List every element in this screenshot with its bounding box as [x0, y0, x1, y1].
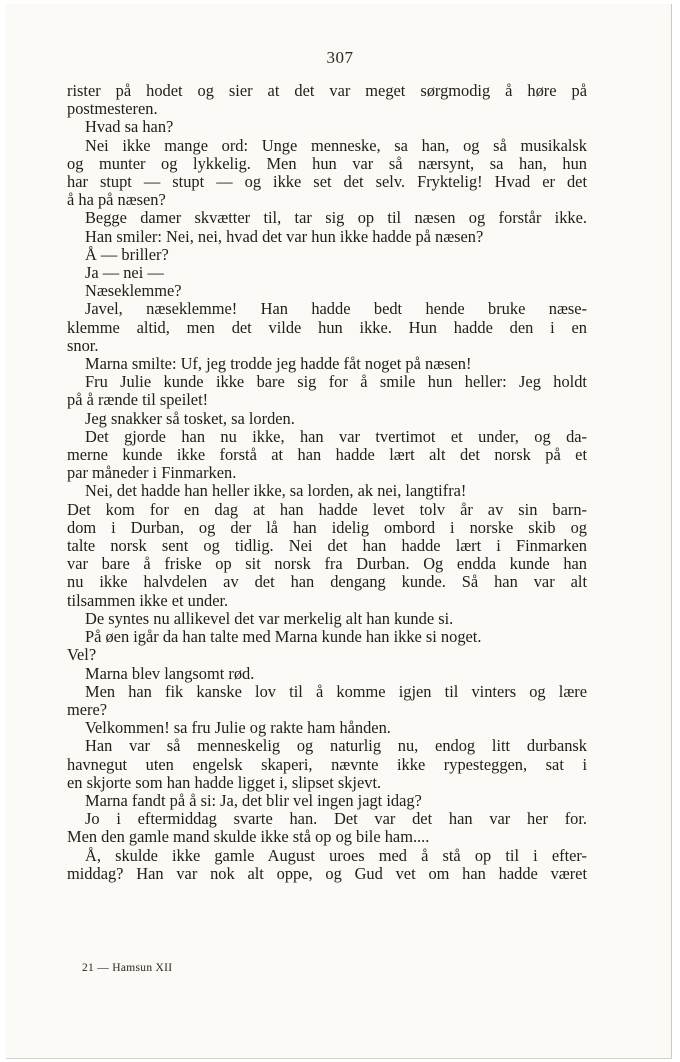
text-line: På øen igår da han talte med Marna kunde han ikke si noget.: [85, 627, 482, 647]
text-line: Han var så menneskelig og naturlig nu, endog litt durbansk: [85, 736, 587, 756]
text-line: Ja — nei —: [85, 263, 164, 283]
text-line: Det gjorde han nu ikke, han var tvertimot et under, og da-: [85, 426, 587, 446]
text-line: Nei ikke mange ord: Unge menneske, sa han, og så musikalsk: [85, 135, 587, 155]
text-line: Det kom for en dag at han hadde levet tolv år av sin barn-: [67, 499, 587, 519]
text-line: har stupt — stupt — og ikke set det selv. Fryktelig! Hvad er det: [67, 172, 587, 192]
body-text: [67, 82, 587, 883]
text-line: Fru Julie kunde ikke bare sig for å smile hun heller: Jeg holdt: [85, 372, 587, 392]
text-line: var bare å friske op sit norsk fra Durban. Og endda kunde han: [67, 554, 587, 574]
text-line: Marna blev langsomt rød.: [85, 663, 255, 683]
text-line: De syntes nu allikevel det var merkelig alt han kunde si.: [85, 608, 454, 628]
footer-signature: 21 — Hamsun XII: [82, 962, 173, 974]
text-line: å ha på næsen?: [67, 190, 166, 210]
text-line: klemme altid, men det vilde hun ikke. Hun hadde den i en: [67, 317, 587, 337]
text-line: Nei, det hadde han heller ikke, sa lorden, ak nei, langtifra!: [85, 481, 467, 501]
text-line: Næseklemme?: [85, 281, 182, 301]
text-line: Velkommen! sa fru Julie og rakte ham hånden.: [85, 718, 391, 738]
text-line: nu ikke halvdelen av det han dengang kunde. Så han var alt: [67, 572, 587, 592]
text-line: Javel, næseklemme! Han hadde bedt hende bruke næse-: [85, 299, 587, 319]
text-line: og munter og lykkelig. Men hun var så nærsynt, sa han, hun: [67, 153, 587, 173]
text-line: på å rænde til speilet!: [67, 390, 209, 410]
text-line: merne kunde ikke forstå at han hadde lært alt det norsk på et: [67, 445, 587, 465]
text-line: Begge damer skvætter til, tar sig op til næsen og forstår ikke.: [85, 208, 587, 228]
text-line: postmesteren.: [67, 99, 158, 119]
text-line: Vel?: [67, 645, 97, 665]
text-line: Jeg snakker så tosket, sa lorden.: [85, 408, 295, 428]
text-line: mere?: [67, 699, 108, 719]
text-line: rister på hodet og sier at det var meget sørgmodig å høre på: [67, 81, 587, 100]
text-line: Å, skulde ikke gamle August uroes med å stå op til i efter-: [85, 845, 587, 865]
text-line: en skjorte som han hadde ligget i, slipset skjevt.: [67, 772, 382, 792]
page-number: 307: [326, 48, 354, 67]
text-line: Men den gamle mand skulde ikke stå op og bile ham....: [67, 827, 430, 847]
text-line: Hvad sa han?: [85, 117, 174, 137]
text-line: tilsammen ikke et under.: [67, 590, 229, 610]
text-line: Jo i eftermiddag svarte han. Det var det han var her for.: [85, 809, 587, 829]
text-line: Å — briller?: [85, 244, 169, 264]
text-line: Han smiler: Nei, nei, hvad det var hun ikke hadde på næsen?: [85, 226, 484, 246]
text-line: Men han fik kanske lov til å komme igjen til vinters og lære: [85, 681, 587, 701]
text-line: par måneder i Finmarken.: [67, 463, 237, 483]
text-line: middag? Han var nok alt oppe, og Gud vet om han hadde været: [67, 863, 587, 883]
text-line: Marna fandt på å si: Ja, det blir vel ingen jagt idag?: [85, 790, 422, 810]
text-line: snor.: [67, 335, 99, 355]
text-line: dom i Durban, og der lå han idelig ombord i norske skib og: [67, 517, 587, 537]
text-line: talte norsk sent og tidlig. Nei det han hadde lært i Finmarken: [67, 536, 587, 556]
text-line: havnegut uten engelsk skaperi, nævnte ikke rypesteggen, sat i: [67, 754, 587, 774]
text-line: Marna smilte: Uf, jeg trodde jeg hadde fåt noget på næsen!: [85, 354, 472, 374]
